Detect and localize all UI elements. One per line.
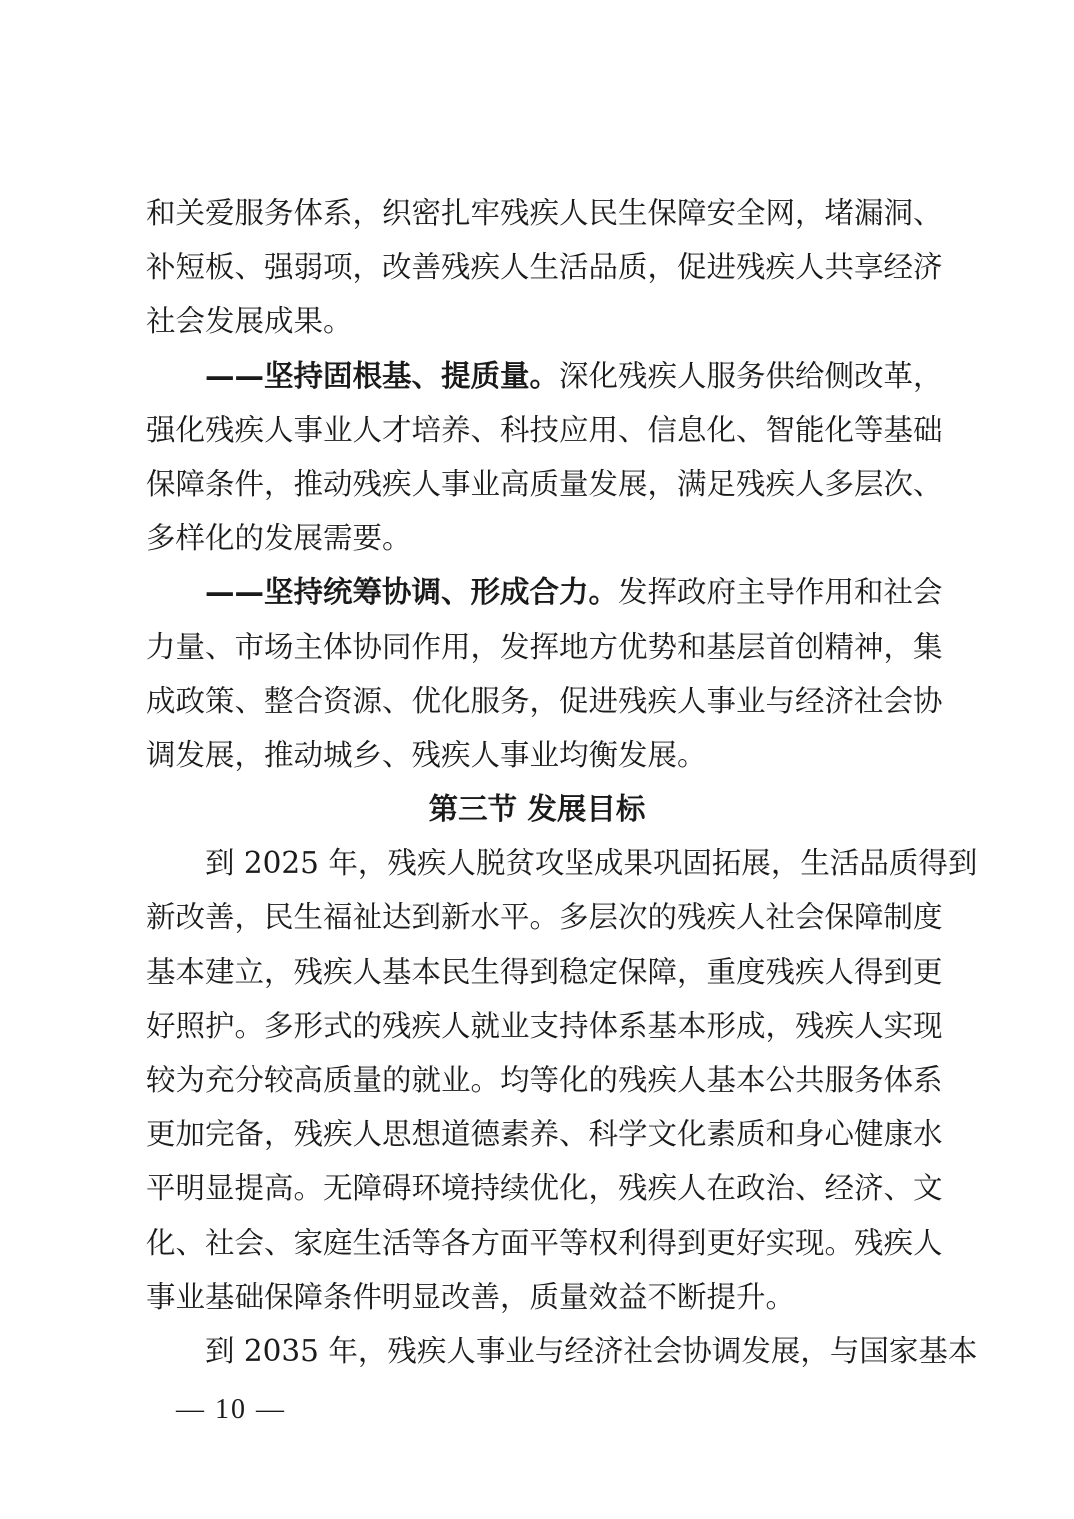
text-line: 和关爱服务体系，织密扎牢残疾人民生保障安全网，堵漏洞、 — [146, 196, 943, 230]
paragraph-2025-goals — [146, 836, 978, 1324]
text-line: 调发展，推动城乡、残疾人事业均衡发展。 — [146, 737, 707, 772]
text-line: 到 2035 年，残疾人事业与经济社会协调发展，与国家基本 — [205, 1333, 978, 1368]
text-line — [146, 565, 943, 619]
principle-text: 深化残疾人服务供给侧改革， — [559, 358, 943, 393]
text-line: 平明显提高。无障碍环境持续优化，残疾人在政治、经济、文 — [146, 1171, 943, 1206]
paragraph-principle-coordination — [146, 565, 943, 782]
text-line: 新改善，民生福祉达到新水平。多层次的残疾人社会保障制度 — [146, 900, 943, 935]
text-line: 力量、市场主体协同作用，发挥地方优势和基层首创精神，集 — [146, 629, 943, 664]
principle-lead: ——坚持统筹协调、形成合力。 — [205, 575, 619, 610]
paragraph-principle-foundation — [146, 349, 943, 566]
text-line: 补短板、强弱项，改善残疾人生活品质，促进残疾人共享经济 — [146, 250, 943, 285]
text-line: 社会发展成果。 — [146, 304, 353, 339]
paragraph-continuation — [146, 186, 943, 349]
principle-lead: ——坚持固根基、提质量。 — [205, 358, 560, 393]
text-line: 成政策、整合资源、优化服务，促进残疾人事业与经济社会协 — [146, 683, 943, 718]
text-line: 保障条件，推动残疾人事业高质量发展，满足残疾人多层次、 — [146, 466, 943, 501]
text-line: 好照护。多形式的残疾人就业支持体系基本形成，残疾人实现 — [146, 1008, 943, 1043]
text-line: 较为充分较高质量的就业。均等化的残疾人基本公共服务体系 — [146, 1063, 943, 1097]
text-line: 基本建立，残疾人基本民生得到稳定保障，重度残疾人得到更 — [146, 954, 943, 989]
principle-text: 发挥政府主导作用和社会 — [618, 575, 943, 610]
text-line: 强化残疾人事业人才培养、科技应用、信息化、智能化等基础 — [146, 412, 943, 447]
paragraph-2035-goals — [146, 1324, 978, 1378]
text-line — [146, 349, 943, 403]
document-body — [146, 186, 978, 1378]
section-heading: 第三节 发展目标 — [428, 792, 646, 827]
text-line: 到 2025 年，残疾人脱贫攻坚成果巩固拓展，生活品质得到 — [205, 846, 978, 881]
text-line: 更加完备，残疾人思想道德素养、科学文化素质和身心健康水 — [146, 1117, 943, 1152]
text-line: 化、社会、家庭生活等各方面平等权利得到更好实现。残疾人 — [146, 1225, 943, 1260]
text-line: 多样化的发展需要。 — [146, 521, 412, 556]
page-number: — 10 — — [176, 1394, 286, 1425]
text-line: 事业基础保障条件明显改善，质量效益不断提升。 — [146, 1279, 796, 1314]
